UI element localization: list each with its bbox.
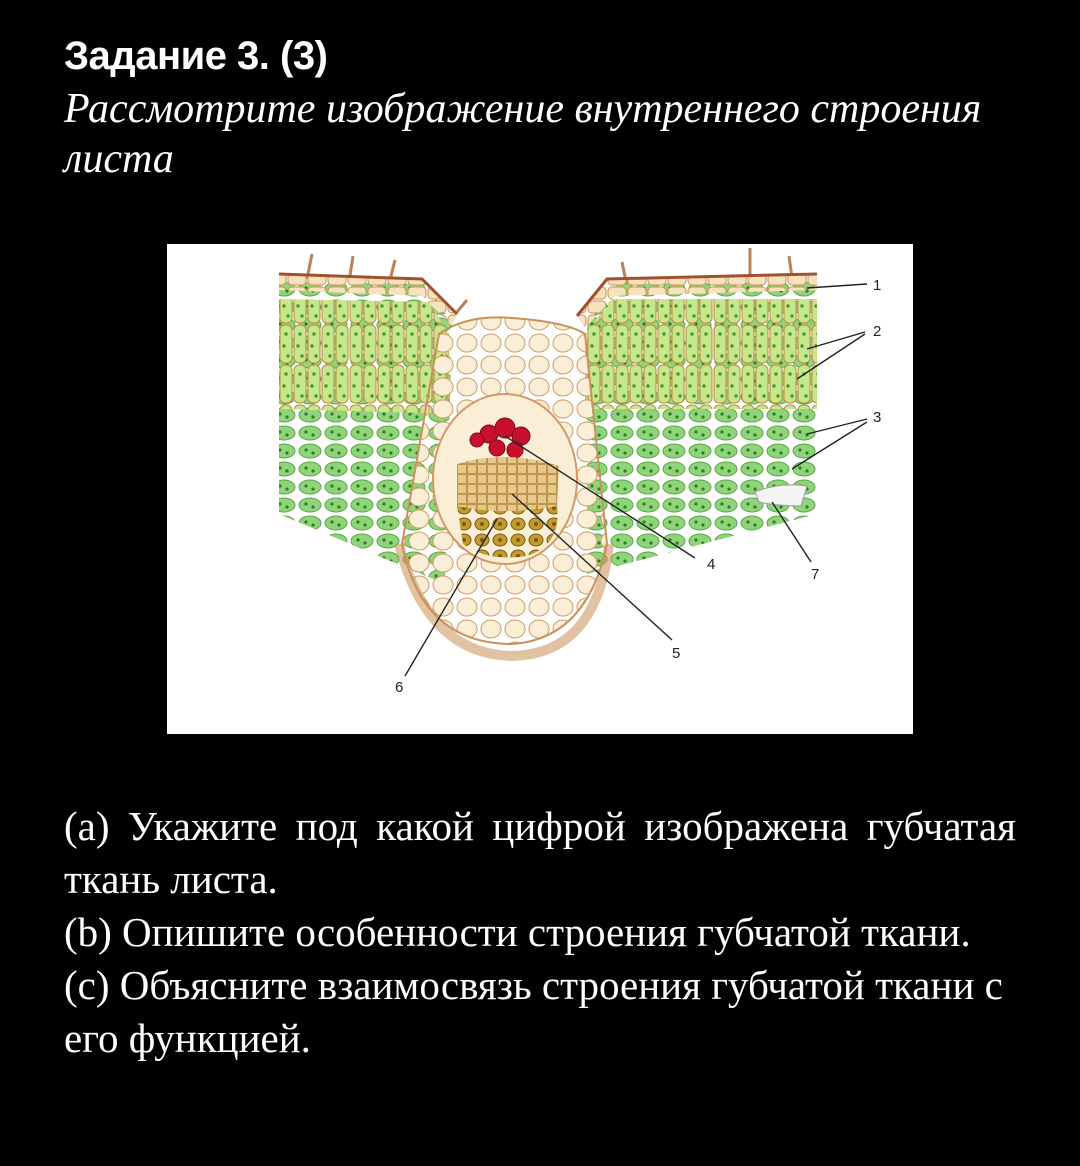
task-instruction: Рассмотрите изображение внутреннего строения листа [64,86,982,182]
leaf-diagram [167,244,913,734]
callout-5: 5 [672,645,681,662]
question-b: (b) Опишите особенности строения губчатой ткани. [64,909,971,955]
callout-6: 6 [395,679,404,696]
callout-7: 7 [811,566,820,583]
leaf-cross-section-figure [167,244,913,734]
callout-2: 2 [873,323,882,340]
callout-1: 1 [873,277,882,294]
question-c: (c) Объясните взаимосвязь строения губчатой ткани с его функцией. [64,962,1003,1061]
questions-block [64,800,1016,1065]
phloem [457,457,559,511]
callout-3: 3 [873,409,882,426]
callout-4: 4 [707,556,716,573]
right-leaf-blade [577,274,817,574]
question-a: (a) Укажите под какой цифрой изображена губчатая ткань листа. [64,803,1016,902]
task-title: Задание 3. (3) [64,34,328,78]
